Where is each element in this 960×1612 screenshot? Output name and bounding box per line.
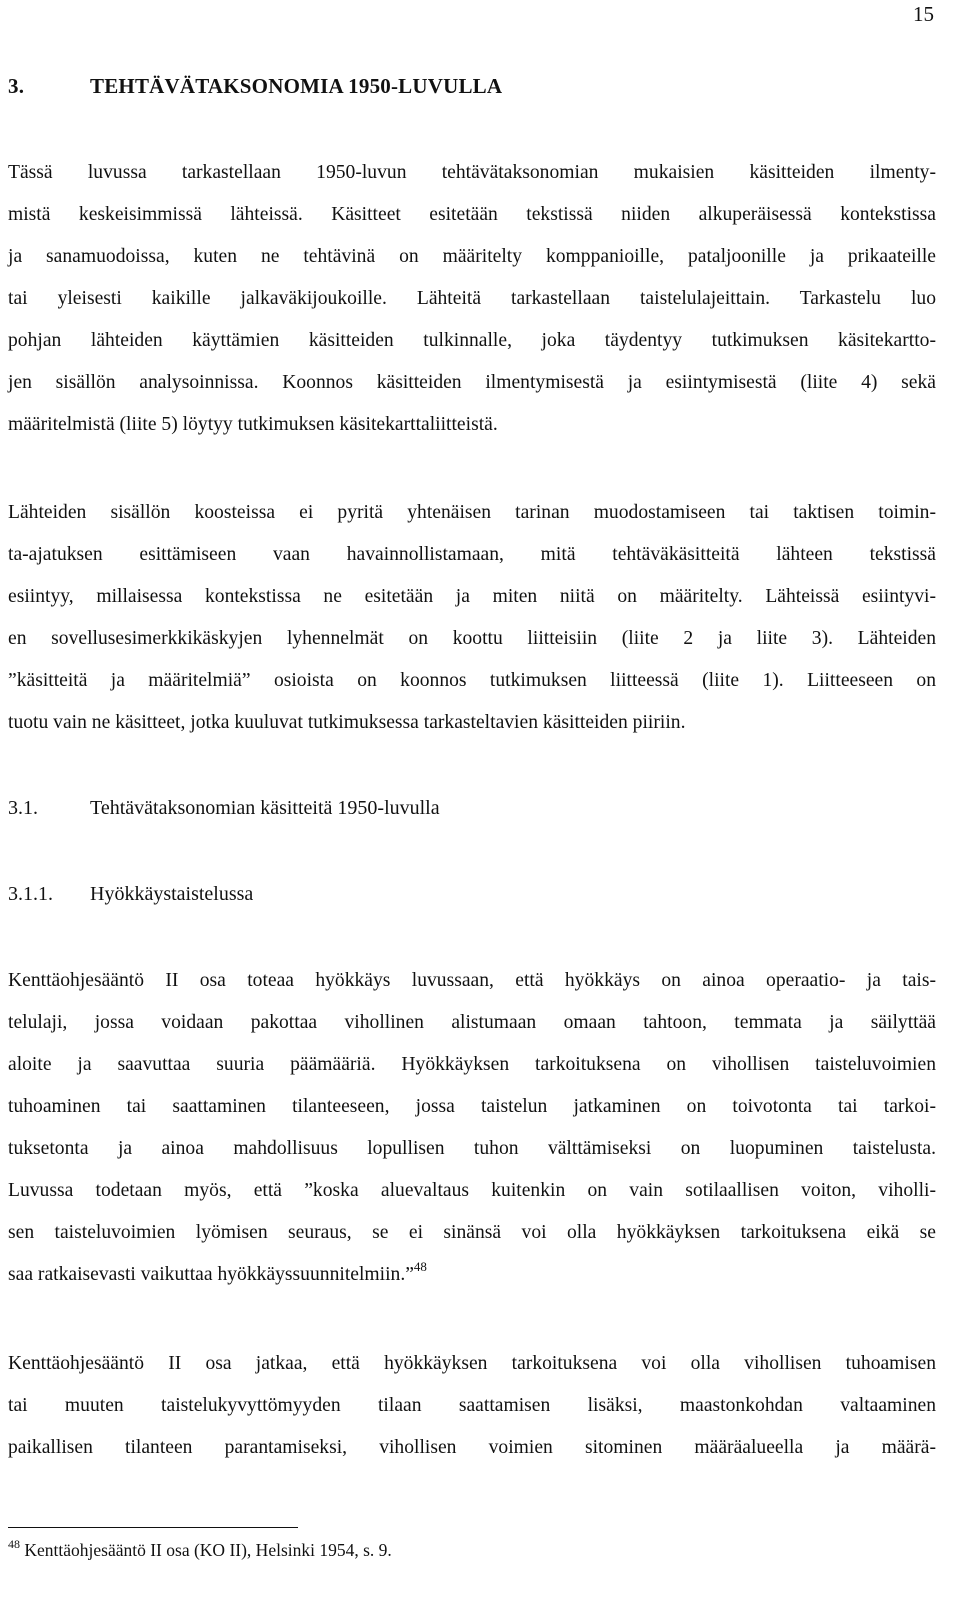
text-line: Luvussa todetaan myös, että ”koska aluevaltaus kuitenkin on vain sotilaallisen voiton, viholli- xyxy=(8,1180,936,1201)
text-line: ”käsitteitä ja määritelmiä” osioista on koonnos tutkimuksen liitteessä (liite 1). Liitteeseen on xyxy=(8,670,936,691)
text-line: ja sanamuodoissa, kuten ne tehtävinä on määritelty komppanioille, pataljoonille ja prikaateille xyxy=(8,246,936,267)
chapter-title: TEHTÄVÄTAKSONOMIA 1950-LUVULLA xyxy=(90,74,503,98)
text-line: pohjan lähteiden käyttämien käsitteiden tulkinnalle, joka täydentyy tutkimuksen käsitekartto- xyxy=(8,330,936,351)
text-line: Tässä luvussa tarkastellaan 1950-luvun tehtävätaksonomian mukaisien käsitteiden ilmenty- xyxy=(8,162,936,183)
chapter-heading xyxy=(8,74,502,99)
text-line: tuotu vain ne käsitteet, jotka kuuluvat tutkimuksessa tarkasteltavien käsitteiden piiriin. xyxy=(8,712,686,733)
text-line: Kenttäohjesääntö II osa toteaa hyökkäys luvussaan, että hyökkäys on ainoa operaatio- ja tais- xyxy=(8,970,936,991)
paragraph-intro xyxy=(8,152,936,446)
chapter-number: 3. xyxy=(8,74,25,98)
subsection-title: Hyökkäystaistelussa xyxy=(90,883,254,905)
text-line: tai yleisesti kaikille jalkaväkijoukoille. Lähteitä tarkastellaan taistelulajeittain. Tarkastelu luo xyxy=(8,288,936,309)
footnote-mark: 48 xyxy=(8,1537,20,1551)
section-number: 3.1. xyxy=(8,797,38,819)
footnote xyxy=(8,1537,392,1561)
paragraph-attack-continued xyxy=(8,1343,936,1469)
text-line: mistä keskeisimmissä lähteissä. Käsitteet esitetään tekstissä niiden alkuperäisessä kontekstissa xyxy=(8,204,936,225)
section-title: Tehtävätaksonomian käsitteitä 1950-luvulla xyxy=(90,797,440,819)
text-line: sen taisteluvoimien lyömisen seuraus, se ei sinänsä voi olla hyökkäyksen tarkoituksena eikä se xyxy=(8,1222,936,1243)
subsection-heading xyxy=(8,883,253,906)
paragraph-sources xyxy=(8,492,936,744)
section-heading xyxy=(8,797,440,820)
text-line xyxy=(8,1254,936,1296)
text-line: telulaji, jossa voidaan pakottaa vihollinen alistumaan omaan tahtoon, temmata ja säilyttää xyxy=(8,1012,936,1033)
text-line: tuhoaminen tai saattaminen tilanteeseen, jossa taistelun jatkaminen on toivotonta tai tarkoi- xyxy=(8,1096,936,1117)
text-line: ta-ajatuksen esittämiseen vaan havainnollistamaan, mitä tehtäväkäsitteitä lähteen tekstissä xyxy=(8,544,936,565)
text-line: tai muuten taistelukyvyttömyyden tilaan saattamisen lisäksi, maastonkohdan valtaaminen xyxy=(8,1395,936,1416)
text-line: Lähteiden sisällön koosteissa ei pyritä yhtenäisen tarinan muodostamiseen tai taktisen toimin- xyxy=(8,502,936,523)
text-line: aloite ja saavuttaa suuria päämääriä. Hyökkäyksen tarkoituksena on vihollisen taisteluvoimien xyxy=(8,1054,936,1075)
text-line: Kenttäohjesääntö II osa jatkaa, että hyökkäyksen tarkoituksena voi olla vihollisen tuhoamisen xyxy=(8,1353,936,1374)
footnote-text: Kenttäohjesääntö II osa (KO II), Helsinki 1954, s. 9. xyxy=(24,1540,392,1560)
paragraph-attack xyxy=(8,960,936,1296)
text-line: jen sisällön analysoinnissa. Koonnos käsitteiden ilmentymisestä ja esiintymisestä (liite 4) sekä xyxy=(8,372,936,393)
footnote-reference: 48 xyxy=(413,1259,427,1274)
text-line: paikallisen tilanteen parantamiseksi, vihollisen voimien sitominen määräalueella ja määrä- xyxy=(8,1437,936,1458)
text-line-content: saa ratkaisevasti vaikuttaa hyökkäyssuunnitelmiin.” xyxy=(8,1264,414,1285)
subsection-number: 3.1.1. xyxy=(8,883,53,905)
text-line: esiintyy, millaisessa kontekstissa ne esitetään ja miten niitä on määritelty. Lähteissä esiintyvi- xyxy=(8,586,936,607)
page-number: 15 xyxy=(913,2,934,26)
text-line: määritelmistä (liite 5) löytyy tutkimuksen käsitekarttaliitteistä. xyxy=(8,414,498,435)
text-line: tuksetonta ja ainoa mahdollisuus lopullisen tuhon välttämiseksi on luopuminen taistelusta. xyxy=(8,1138,936,1159)
footnote-divider xyxy=(8,1527,298,1528)
text-line: en sovellusesimerkkikäskyjen lyhennelmät on koottu liitteisiin (liite 2 ja liite 3). Lähteiden xyxy=(8,628,936,649)
